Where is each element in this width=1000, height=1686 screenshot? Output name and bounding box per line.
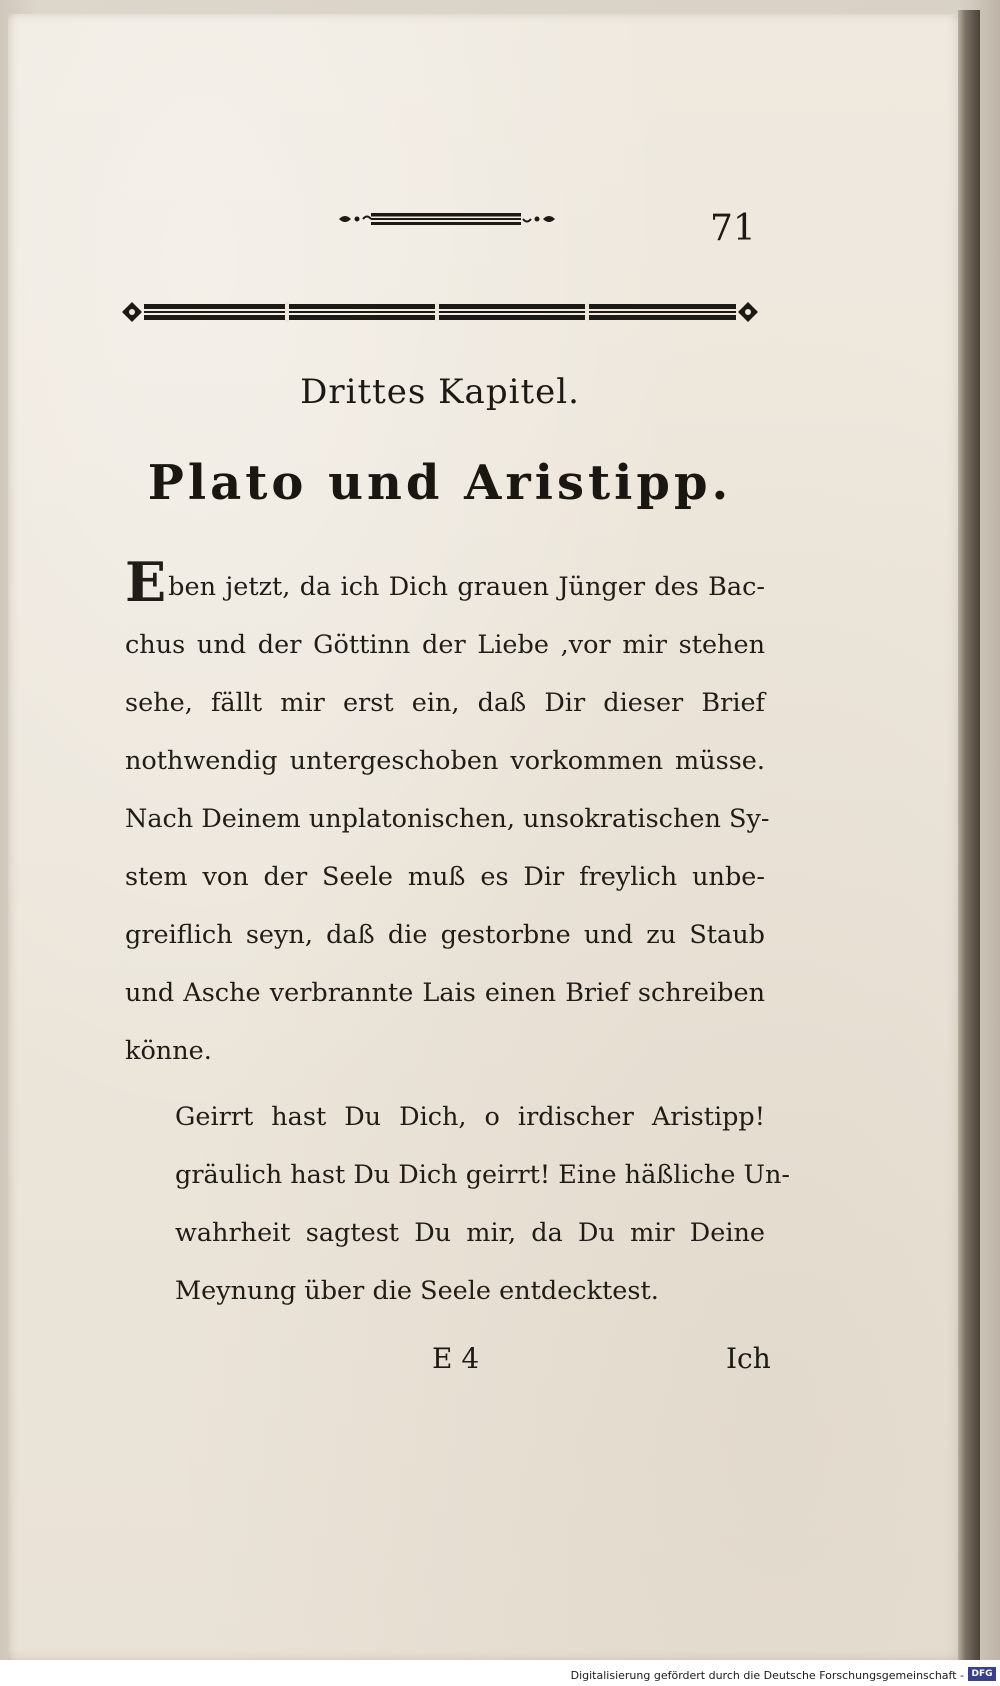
footer-credit: Digitalisierung gefördert durch die Deutsche Forschungsgemeinschaft -: [570, 1669, 964, 1682]
text-line: Geirrt hast Du Dich, o irdischer Aristipp!: [175, 1102, 765, 1132]
signature-mark: E 4: [432, 1342, 480, 1375]
small-ornament-rule: [337, 208, 557, 230]
chapter-title: Plato und Aristipp.: [147, 455, 733, 511]
text-line: [125, 550, 765, 616]
text-line-content: ben jetzt, da ich Dich grauen Jünger des Bac-: [168, 572, 765, 602]
chapter-heading: Drittes Kapitel.: [300, 372, 580, 412]
drop-cap: E: [125, 550, 167, 614]
text-line: chus und der Göttinn der Liebe ,vor mir stehen: [125, 630, 765, 660]
text-line: nothwendig untergeschoben vorkommen müsse.: [125, 746, 765, 776]
paragraph-2: [125, 1088, 791, 1320]
text-line: gräulich hast Du Dich geirrt! Eine häßliche Un-: [175, 1160, 791, 1190]
text-line: wahrheit sagtest Du mir, da Du mir Deine: [175, 1218, 765, 1248]
page-number: 71: [710, 208, 756, 249]
text-line: und Asche verbrannte Lais einen Brief schreiben: [125, 978, 765, 1008]
text-line: stem von der Seele muß es Dir freylich unbe-: [125, 862, 765, 892]
paragraph-1: [125, 550, 770, 1080]
text-line: Meynung über die Seele entdecktest.: [175, 1276, 659, 1306]
dfg-logo: DFG: [968, 1667, 996, 1681]
chapter-ornament-rule: [120, 296, 760, 328]
text-line: könne.: [125, 1036, 212, 1066]
text-line: sehe, fällt mir erst ein, daß Dir dieser Brief: [125, 688, 765, 718]
catchword: Ich: [726, 1342, 771, 1375]
text-line: greiflich seyn, daß die gestorbne und zu Staub: [125, 920, 765, 950]
page-edge-shadow: [958, 10, 980, 1666]
text-line: Nach Deinem unplatonischen, unsokratischen Sy-: [125, 804, 770, 834]
body-text: [125, 550, 791, 1320]
